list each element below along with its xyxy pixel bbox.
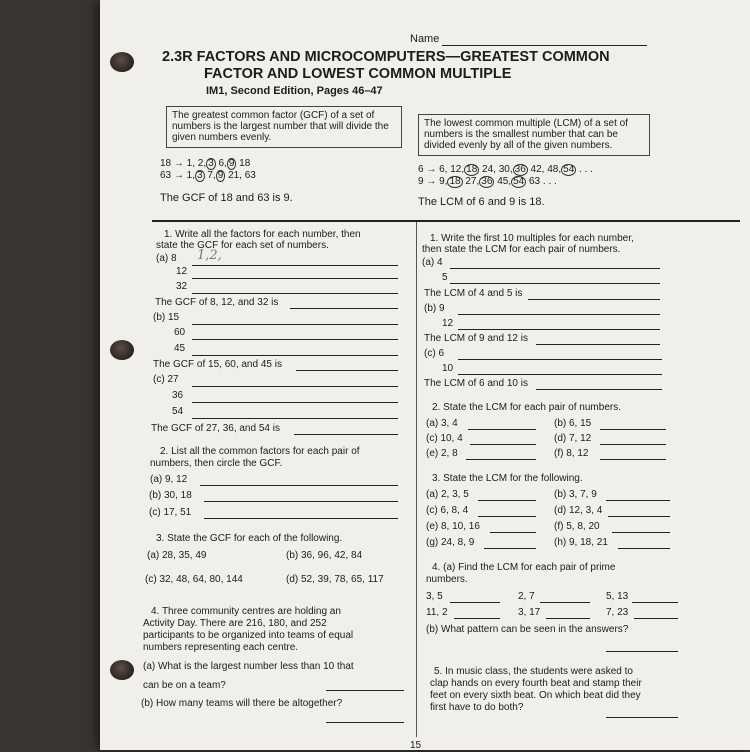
item-label: (e) 2, 8 <box>426 448 458 459</box>
answer-line[interactable] <box>192 402 398 403</box>
name-label: Name <box>410 33 440 45</box>
answer-line[interactable] <box>606 651 678 652</box>
answer-line[interactable] <box>204 501 398 502</box>
item-label: (a) 28, 35, 49 <box>147 550 207 561</box>
example-text: 45, <box>497 176 512 187</box>
answer-line[interactable] <box>606 717 678 718</box>
example-text: 42, 48, <box>530 164 562 175</box>
answer-line[interactable] <box>450 268 660 269</box>
answer-line[interactable] <box>634 618 678 619</box>
item-label: (g) 24, 8, 9 <box>426 537 475 548</box>
example-text: 27, <box>465 176 480 187</box>
item-label: 7, 23 <box>606 607 629 618</box>
answer-line[interactable] <box>600 429 666 430</box>
gcf-example-18 <box>160 158 250 170</box>
item-label: (b) 30, 18 <box>149 490 192 501</box>
question-text: (a) What is the largest number less than 10 that <box>143 661 354 672</box>
answer-line[interactable] <box>450 283 660 284</box>
lcm-definition-line: The lowest common multiple (LCM) of a set of <box>424 118 628 129</box>
section-divider <box>152 220 740 222</box>
answer-line[interactable] <box>326 690 404 691</box>
gcf-definition-line: given numbers evenly. <box>172 132 272 143</box>
question-text: state the GCF for each set of numbers. <box>156 240 329 251</box>
column-divider <box>416 222 417 737</box>
answer-line[interactable] <box>192 386 398 387</box>
item-label: (a) 9, 12 <box>150 474 188 485</box>
item-label: (b) 36, 96, 42, 84 <box>286 550 363 561</box>
question-text: numbers. <box>426 574 468 585</box>
punch-hole <box>110 340 134 360</box>
question-text: can be on a team? <box>143 680 226 691</box>
item-label: 3, 17 <box>518 607 541 618</box>
lcm-prompt: The LCM of 6 and 10 is <box>424 378 528 389</box>
answer-line[interactable] <box>204 518 398 519</box>
answer-line[interactable] <box>546 618 590 619</box>
item-label: (b) 9 <box>424 303 445 314</box>
answer-line[interactable] <box>458 374 662 375</box>
item-label: 54 <box>172 406 184 417</box>
answer-line[interactable] <box>192 293 398 294</box>
answer-line[interactable] <box>294 434 398 435</box>
answer-line[interactable] <box>536 344 660 345</box>
gcf-definition-line: numbers is the largest number that will divide the <box>172 121 389 132</box>
circled-multiple: 18 <box>466 164 478 175</box>
answer-line[interactable] <box>192 418 398 419</box>
answer-line[interactable] <box>632 602 678 603</box>
answer-line[interactable] <box>192 278 398 279</box>
lcm-prompt: The LCM of 4 and 5 is <box>424 288 523 299</box>
example-text: 6, <box>218 158 227 169</box>
circled-factor: 3 <box>197 170 203 181</box>
item-label: 11, 2 <box>426 607 448 618</box>
item-label: (d) 12, 3, 4 <box>554 505 603 516</box>
gcf-prompt: The GCF of 15, 60, and 45 is <box>153 359 282 370</box>
answer-line[interactable] <box>470 444 536 445</box>
lcm-example-result: The LCM of 6 and 9 is 18. <box>418 196 545 208</box>
example-text: 7, <box>207 170 216 181</box>
answer-line[interactable] <box>192 355 398 356</box>
answer-line[interactable] <box>618 548 670 549</box>
gcf-prompt: The GCF of 27, 36, and 54 is <box>151 423 280 434</box>
item-label: 32 <box>176 281 188 292</box>
item-label: 12 <box>176 266 188 277</box>
answer-line[interactable] <box>608 516 670 517</box>
item-label: 60 <box>174 327 186 338</box>
item-label: (c) 32, 48, 64, 80, 144 <box>145 574 243 585</box>
answer-line[interactable] <box>192 265 398 266</box>
answer-line[interactable] <box>600 459 666 460</box>
question-text: clap hands on every fourth beat and stamp their <box>430 678 642 689</box>
lcm-example-9 <box>418 176 557 188</box>
circled-multiple: 36 <box>481 176 493 187</box>
item-label: (c) 27 <box>153 374 179 385</box>
item-label: (a) 4 <box>422 257 443 268</box>
lcm-definition-line: numbers is the smallest number that can be <box>424 129 618 140</box>
item-label: (a) 8 <box>156 253 177 264</box>
page-number: 15 <box>410 740 422 751</box>
item-label: 36 <box>172 390 184 401</box>
lcm-definition-box <box>418 114 650 156</box>
example-text: 63 . . . <box>529 176 557 187</box>
item-label: (d) 7, 12 <box>554 433 592 444</box>
lcm-prompt: The LCM of 9 and 12 is <box>424 333 528 344</box>
handwritten-answer: 1,2, <box>197 248 222 263</box>
answer-line[interactable] <box>454 618 500 619</box>
question-text: feet on every sixth beat. On which beat did they <box>430 690 641 701</box>
worksheet-page <box>100 0 750 750</box>
punch-hole <box>110 660 134 680</box>
gcf-example-result: The GCF of 18 and 63 is 9. <box>160 192 293 204</box>
item-label: (d) 52, 39, 78, 65, 117 <box>286 574 384 585</box>
answer-line[interactable] <box>466 459 536 460</box>
page-title: 2.3R FACTORS AND MICROCOMPUTERS—GREATEST COMMON <box>162 49 610 65</box>
answer-line[interactable] <box>192 324 398 325</box>
answer-line[interactable] <box>540 602 590 603</box>
punch-hole <box>110 52 134 72</box>
question-text: numbers representing each centre. <box>143 642 299 653</box>
gcf-prompt: The GCF of 8, 12, and 32 is <box>155 297 279 308</box>
circled-multiple: 36 <box>514 164 526 175</box>
question-text: 1. Write the first 10 multiples for each number, <box>430 233 634 244</box>
answer-line[interactable] <box>326 722 404 723</box>
lcm-definition-line: divided evenly by all of the given numbers. <box>424 140 613 151</box>
answer-line[interactable] <box>192 339 398 340</box>
answer-line[interactable] <box>296 370 398 371</box>
item-label: (c) 6, 8, 4 <box>426 505 469 516</box>
question-text: numbers, then circle the GCF. <box>150 458 283 469</box>
question-text: 4. (a) Find the LCM for each pair of prime <box>432 562 616 573</box>
gcf-definition-box <box>166 106 402 148</box>
item-label: (c) 17, 51 <box>149 507 192 518</box>
answer-line[interactable] <box>606 500 670 501</box>
answer-line[interactable] <box>478 500 536 501</box>
item-label: 10 <box>442 363 454 374</box>
question-text: (b) How many teams will there be altogether? <box>141 698 343 709</box>
question-text: 5. In music class, the students were asked to <box>434 666 633 677</box>
question-text: 4. Three community centres are holding an <box>151 606 341 617</box>
answer-line[interactable] <box>290 308 398 309</box>
question-text: 2. List all the common factors for each pair of <box>160 446 360 457</box>
answer-line[interactable] <box>528 299 660 300</box>
item-label: (f) 8, 12 <box>554 448 589 459</box>
lcm-example-6 <box>418 164 593 176</box>
example-text: 9 → 9, <box>418 176 448 187</box>
item-label: (c) 10, 4 <box>426 433 463 444</box>
item-label: 5 <box>442 272 448 283</box>
answer-line[interactable] <box>484 548 536 549</box>
circled-factor: 9 <box>217 170 224 181</box>
question-text: 3. State the LCM for the following. <box>432 473 583 484</box>
answer-line[interactable] <box>450 602 500 603</box>
item-label: (a) 3, 4 <box>426 418 458 429</box>
question-text: (b) What pattern can be seen in the answers? <box>426 624 629 635</box>
answer-line[interactable] <box>612 532 670 533</box>
item-label: (b) 15 <box>153 312 180 323</box>
example-text: 63 → 1, <box>160 170 196 181</box>
gcf-example-63 <box>160 170 256 182</box>
question-text: 3. State the GCF for each of the following. <box>156 533 343 544</box>
circled-factor: 9 <box>228 158 235 169</box>
item-label: (f) 5, 8, 20 <box>554 521 600 532</box>
answer-line[interactable] <box>600 444 666 445</box>
question-text: Activity Day. There are 216, 180, and 252 <box>143 618 327 629</box>
answer-line[interactable] <box>200 485 398 486</box>
item-label: (e) 8, 10, 16 <box>426 521 480 532</box>
circled-multiple: 54 <box>563 164 575 175</box>
item-label: (b) 3, 7, 9 <box>554 489 597 500</box>
item-label: (h) 9, 18, 21 <box>554 537 608 548</box>
example-text: 6 → 6, 12, <box>418 164 465 175</box>
question-text: first have to do both? <box>430 702 524 713</box>
question-text: 1. Write all the factors for each number, then <box>164 229 361 240</box>
answer-line[interactable] <box>490 532 536 533</box>
item-label: 45 <box>174 343 186 354</box>
item-label: (c) 6 <box>424 348 444 359</box>
example-text: 18 → 1, 2, <box>160 158 207 169</box>
circled-multiple: 54 <box>513 176 525 187</box>
item-label: (b) 6, 15 <box>554 418 592 429</box>
answer-line[interactable] <box>478 516 536 517</box>
answer-line[interactable] <box>458 314 660 315</box>
example-text: 18 <box>239 158 251 169</box>
item-label: (a) 2, 3, 5 <box>426 489 469 500</box>
example-text: 21, 63 <box>228 170 256 181</box>
answer-line[interactable] <box>458 329 660 330</box>
gcf-definition-line: The greatest common factor (GCF) of a set of <box>172 110 375 121</box>
circled-factor: 3 <box>208 158 214 169</box>
item-label: 5, 13 <box>606 591 629 602</box>
question-text: participants to be organized into teams of equal <box>143 630 354 641</box>
example-text: 24, 30, <box>482 164 513 175</box>
circled-multiple: 18 <box>449 176 461 187</box>
page-title-line2: FACTOR AND LOWEST COMMON MULTIPLE <box>204 66 512 82</box>
answer-line[interactable] <box>536 389 662 390</box>
example-text: . . . <box>579 164 593 175</box>
item-label: 2, 7 <box>518 591 535 602</box>
name-field[interactable] <box>442 45 647 46</box>
question-text: 2. State the LCM for each pair of numbers. <box>432 402 621 413</box>
answer-line[interactable] <box>468 429 536 430</box>
item-label: 3, 5 <box>426 591 443 602</box>
item-label: 12 <box>442 318 454 329</box>
question-text: then state the LCM for each pair of numbers. <box>422 244 621 255</box>
page-subtitle: IM1, Second Edition, Pages 46–47 <box>206 85 383 97</box>
answer-line[interactable] <box>458 359 662 360</box>
